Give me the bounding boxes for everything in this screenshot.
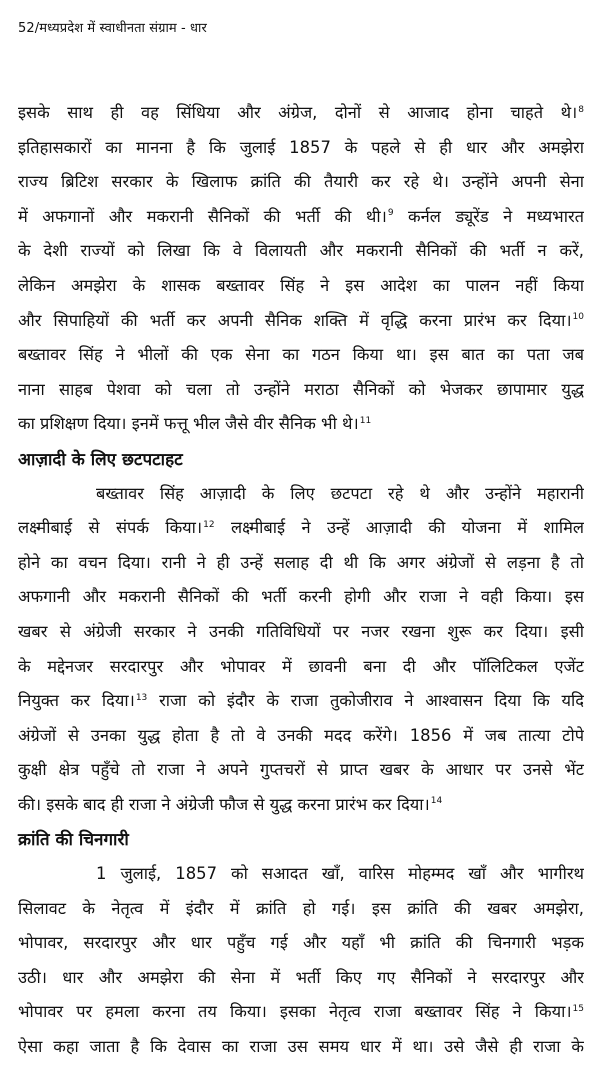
footnote-marker: 12	[203, 519, 215, 530]
text-line: 1 जुलाई, 1857 को सआदत खाँ, वारिस मोहम्मद खाँ और भागीरथ	[96, 864, 584, 884]
paragraph-laxmibai-contact	[18, 477, 584, 823]
text-line: और सिपाहियों की भर्ती कर अपनी सैनिक शक्ति में वृद्धि करना प्रारंभ कर दिया।$^{10}$	[18, 310, 584, 330]
running-header: 52/मध्यप्रदेश में स्वाधीनता संग्राम - धार	[18, 21, 207, 36]
text-line: बख्तावर सिंह ने भीलों की एक सेना का गठन किया था। इस बात का पता जब	[18, 345, 584, 365]
text-line: खबर से अंग्रेजी सरकार ने उनकी गतिविधियों पर नजर रखना शुरू कर दिया। इसी	[18, 621, 584, 641]
text-line: का प्रशिक्षण दिया। इनमें फत्तू भील जैसे वीर सैनिक भी थे।$^{11}$	[18, 414, 372, 434]
text-line: इसके साथ ही वह सिंधिया और अंग्रेज, दोनों से आजाद होना चाहते थे।$^8$	[18, 103, 584, 122]
footnote-marker: 8	[578, 104, 584, 115]
text-line: नियुक्त कर दिया।$^{13}$ राजा को इंदौर के राजा तुकोजीराव ने आश्वासन दिया कि यदि	[18, 691, 584, 711]
text-line: लेकिन अमझेरा के शासक बख्तावर सिंह ने इस आदेश का पालन नहीं किया	[18, 275, 584, 295]
footnote-marker: 10	[572, 312, 584, 323]
text-line: के देशी राज्यों को लिखा कि वे विलायती और मकरानी सैनिकों की भर्ती न करें,	[18, 241, 584, 261]
paragraph-indore-revolt	[18, 857, 584, 1065]
text-line: ऐसा कहा जाता है कि देवास का राजा उस समय धार में था। उसे जैसे ही राजा के	[18, 1037, 584, 1057]
text-line: की। इसके बाद ही राजा ने अंग्रेजी फौज से युद्ध करना प्रारंभ कर दिया।$^{14}$	[18, 794, 443, 814]
text-line: होने का वचन दिया। रानी ने ही उन्हें सलाह दी थी कि अगर अंग्रेजों से लड़ना है तो	[18, 552, 584, 572]
text-line: अफगानी और मकरानी सैनिकों की भर्ती करनी होगी और राजा ने वही किया। इस	[18, 587, 584, 607]
footnote-marker: 9	[387, 208, 394, 219]
footnote-marker: 15	[572, 1003, 584, 1014]
text-line: लक्ष्मीबाई से संपर्क किया।$^{12}$ लक्ष्मीबाई ने उन्हें आज़ादी की योजना में शामिल	[18, 518, 584, 538]
section-heading-spark: क्रांति की चिनगारी	[18, 830, 129, 851]
text-line: में अफगानों और मकरानी सैनिकों की भर्ती की थी।$^9$ कर्नल ड्यूरेंड ने मध्यभारत	[18, 206, 584, 226]
text-line: उठी। धार और अमझेरा की सेना में भर्ती किए गए सैनिकों ने सरदारपुर और	[18, 967, 584, 987]
text-line: बख्तावर सिंह आज़ादी के लिए छटपटा रहे थे और उन्होंने महारानी	[96, 483, 584, 503]
text-line: इतिहासकारों का मानना है कि जुलाई 1857 के पहले से ही धार और अमझेरा	[18, 137, 584, 157]
text-line: भोपावर, सरदारपुर और धार पहुँच गई और यहाँ भी क्रांति की चिनगारी भड़क	[18, 933, 584, 953]
section-heading-freedom: आज़ादी के लिए छटपटाहट	[18, 449, 183, 470]
text-line: भोपावर पर हमला करना तय किया। इसका नेतृत्व राजा बख्तावर सिंह ने किया।$^{15}$	[18, 1002, 584, 1022]
text-line: कुक्षी क्षेत्र पहुँचे तो राजा ने अपने गुप्तचरों से प्राप्त खबर के आधार पर उनसे भेंट	[18, 760, 584, 780]
text-line: नाना साहब पेशवा को चला तो उन्होंने मराठा सैनिकों को भेजकर छापामार युद्ध	[18, 379, 584, 399]
text-line: अंग्रेजों से उनका युद्ध होता है तो वे उनकी मदद करेंगे। 1856 में जब तात्या टोपे	[18, 725, 584, 745]
text-line: के मद्देनजर सरदारपुर और भोपावर में छावनी बना दी और पॉलिटिकल एजेंट	[18, 656, 584, 676]
paragraph-sindhia-independence	[18, 96, 584, 442]
text-line: सिलावट के नेतृत्व में इंदौर में क्रांति हो गई। इस क्रांति की खबर अमझेरा,	[18, 898, 584, 918]
footnote-marker: 11	[359, 415, 372, 426]
footnote-marker: 13	[135, 692, 148, 703]
text-line: राज्य ब्रिटिश सरकार के खिलाफ क्रांति की तैयारी कर रहे थे। उन्होंने अपनी सेना	[18, 172, 584, 192]
body-text	[18, 96, 584, 1065]
footnote-marker: 14	[430, 796, 443, 807]
